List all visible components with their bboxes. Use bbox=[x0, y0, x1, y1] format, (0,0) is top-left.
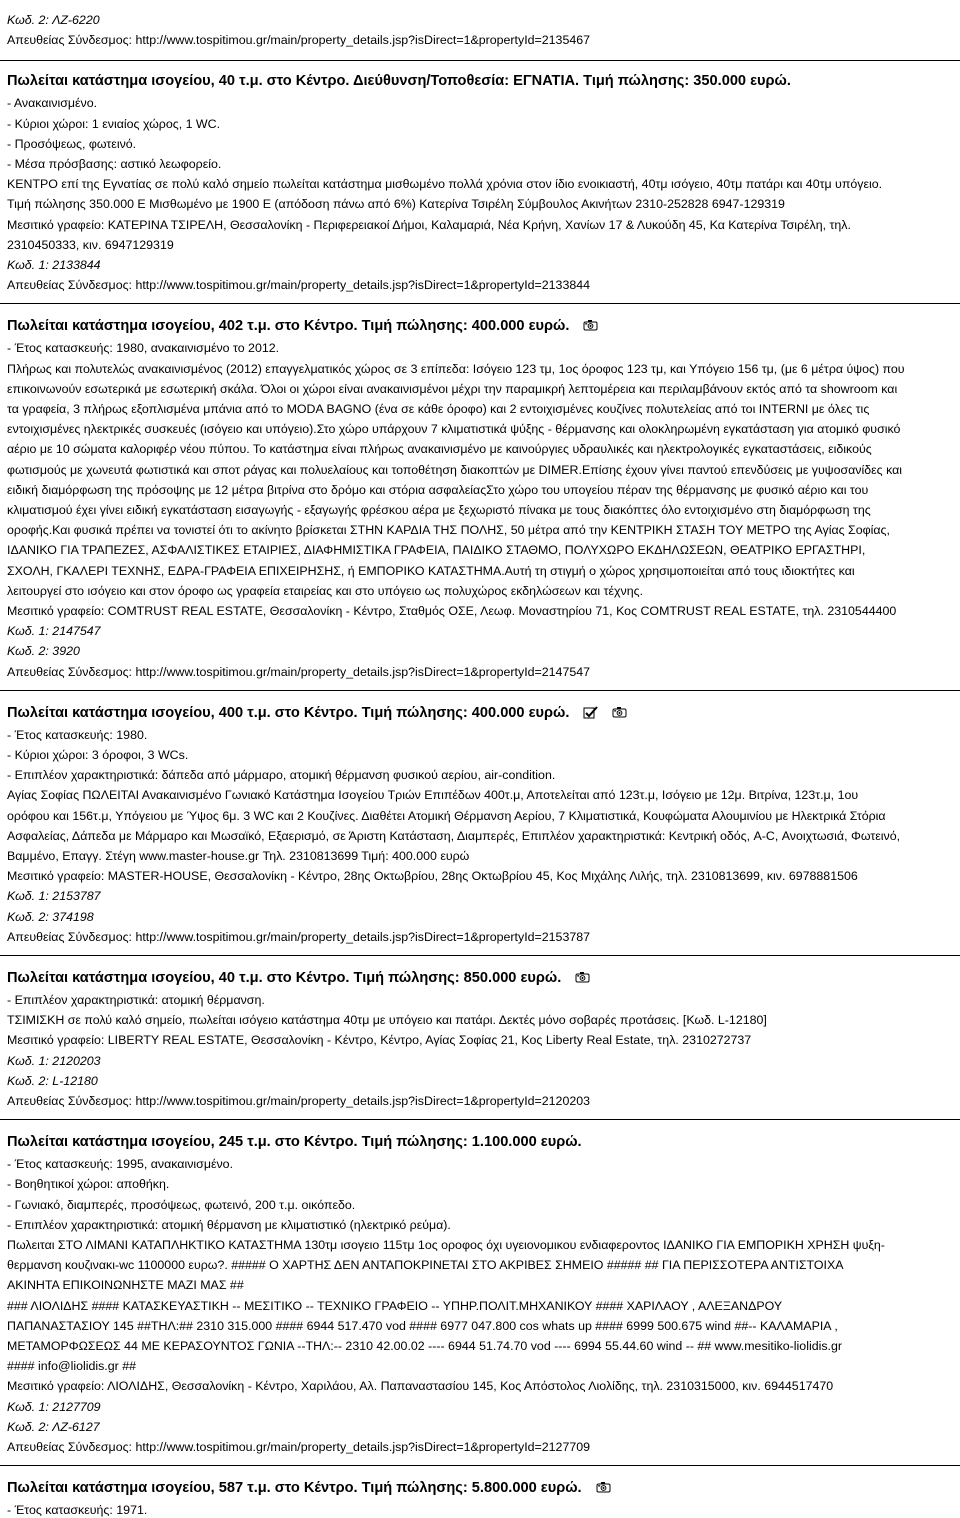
listing-text-line: ΣΧΟΛΗ, ΓΚΑΛΕΡΙ ΤΕΧΝΗΣ, ΕΔΡΑ-ΓΡΑΦΕΙΑ ΕΠΙΧΕΙΡΗΣΗΣ, ή ΕΜΠΟΡΙΚΟ ΚΑΤΑΣΤΗΜΑ.Αυτή τη στιγμή ο χώρος χρησιμοποιείται από τους ιδιοκτήτες και bbox=[7, 563, 855, 578]
listing-text-line: Αγίας Σοφίας ΠΩΛΕΙΤΑΙ Ανακαινισμένο Γωνιακό Κατάστημα Ισογείου Τριών Επιπέδων 400τ.μ, Αποτελείται από 123τ.μ, Ισόγειο με 12μ. Βιτρίνα, 123τ.μ, 1ου bbox=[7, 788, 859, 803]
listing-title[interactable]: Πωλείται κατάστημα ισογείου, 400 τ.μ. στο Κέντρο. Τιμή πώλησης: 400.000 ευρώ. bbox=[7, 704, 627, 722]
listing-text-line: ΙΔΑΝΙΚΟ ΓΙΑ ΤΡΑΠΕΖΕΣ, ΑΣΦΑΛΙΣΤΙΚΕΣ ΕΤΑΙΡΙΕΣ, ΔΙΑΦΗΜΙΣΤΙΚΑ ΓΡΑΦΕΙΑ, ΠΑΙΔΙΚΟ ΣΤΑΘΜΟ, ΠΟΛΥΧΩΡΟ ΕΚΔΗΛΩΣΕΩΝ, ΘΕΑΤΡΙΚΟ ΕΡΓΑΣΤΗΡΙ, bbox=[7, 543, 866, 558]
code-2: Κωδ. 2: ΛΖ-6220 bbox=[7, 13, 100, 27]
direct-link[interactable]: Απευθείας Σύνδεσμος: http://www.tospitimou.gr/main/property_details.jsp?isDirect=1&propertyId=2127709 bbox=[7, 1440, 591, 1454]
separator-line bbox=[0, 60, 960, 61]
direct-link[interactable]: Απευθείας Σύνδεσμος: http://www.tospitimou.gr/main/property_details.jsp?isDirect=1&propertyId=2135467 bbox=[7, 33, 591, 48]
listing-text-line: Βαμμένο, Επαγγ. Στέγη www.master-house.gr Τηλ. 2310813699 Τιμή: 400.000 ευρώ bbox=[7, 849, 470, 863]
direct-link[interactable]: Απευθείας Σύνδεσμος: http://www.tospitimou.gr/main/property_details.jsp?isDirect=1&propertyId=2153787 bbox=[7, 929, 591, 944]
camera-icon[interactable] bbox=[596, 1481, 611, 1493]
listing-text-line: εντοιχισμένες ηλεκτρικές συσκευές (ισόγειο και υπόγειο).Στο χώρο υπάρχουν 7 κλιματιστικά ψύξης - θέρμανσης και ολοκληρωμένη εγκατάσταση για ατομικό φυσικό bbox=[7, 422, 901, 437]
property-code: Κωδ. 1: 2153787 bbox=[7, 889, 101, 904]
separator-line bbox=[0, 955, 960, 956]
listing-text-line: Τιμή πώλησης 350.000 Ε Μισθωμένο με 1900 Ε (απόδοση πάνω από 6%) Κατερίνα Τσιρέλη Σύμβουλος Ακινήτων 2310-252828 6947-129319 bbox=[7, 197, 785, 212]
listing-text-line: ### ΛΙΟΛΙΔΗΣ #### ΚΑΤΑΣΚΕΥΑΣΤΙΚΗ -- ΜΕΣΙΤΙΚΟ -- ΤΕΧΝΙΚΟ ΓΡΑΦΕΙΟ -- ΥΠΗΡ.ΠΟΛΙΤ.ΜΗΧΑΝΙΚΟΥ #### ΧΑΡΙΛΑΟΥ , ΑΛΕΞΑΝΔΡΟΥ bbox=[7, 1298, 783, 1313]
property-code: Κωδ. 2: ΛΖ-6127 bbox=[7, 1419, 100, 1434]
listing-title[interactable]: Πωλείται κατάστημα ισογείου, 402 τ.μ. στο Κέντρο. Τιμή πώλησης: 400.000 ευρώ. bbox=[7, 317, 598, 335]
listing-text-line: φωτισμούς με χωνευτά φωτιστικά και σποτ ράγας και πολυελαίους και τοποθέτηση διακοπτών με DIMER.Επίσης έχουν γίνει παντού επενδύσεις με γυψοσανίδες και bbox=[7, 462, 903, 477]
listing-text-line: - Έτος κατασκευής: 1995, ανακαινισμένο. bbox=[7, 1157, 234, 1172]
separator-line bbox=[0, 303, 960, 304]
listing-text-line: - Έτος κατασκευής: 1971. bbox=[7, 1503, 148, 1518]
listing-text-line: ΤΣΙΜΙΣΚΗ σε πολύ καλό σημείο, πωλείται ισόγειο κατάστημα 40τμ με υπόγειο και πατάρι. Δεκτές μόνο σοβαρές προτάσεις. [Κωδ. L-12180] bbox=[7, 1013, 767, 1028]
listing-text-line: Μεσιτικό γραφείο: MASTER-HOUSE, Θεσσαλονίκη - Κέντρο, 28ης Οκτωβρίου, 28ης Οκτωβρίου 45, Κος Μιχάλης Λιλής, τηλ. 2310813699, κιν. 6978881506 bbox=[7, 869, 858, 884]
listing-text-line: Μεσιτικό γραφείο: ΚΑΤΕΡΙΝΑ ΤΣΙΡΕΛΗ, Θεσσαλονίκη - Περιφερειακοί Δήμοι, Καλαμαριά, Νέα Κρήνη, Χανίων 17 & Λυκούδη 45, Κα Κατερίνα Τσιρέλη, τηλ. bbox=[7, 217, 851, 232]
listing-text-line: οροφής.Και φυσικά πρέπει να τονιστεί ότι το ακίνητο βρίσκεται ΣΤΗΝ ΚΑΡΔΙΑ ΤΗΣ ΠΟΛΗΣ, 50 μέτρα από την ΚΕΝΤΡΙΚΗ ΣΤΑΣΗ ΤΟΥ ΜΕΤΡΟ της Αγίας Σοφίας, bbox=[7, 523, 890, 538]
separator-line bbox=[0, 690, 960, 691]
listing-text-line: θερμανση κουζινακι-wc 1100000 ευρω?. ##### Ο ΧΑΡΤΗΣ ΔΕΝ ΑΝΤΑΠΟΚΡΙΝΕΤΑΙ ΣΤΟ ΑΚΡΙΒΕΣ ΣΗΜΕΙΟ ##### ## ΓΙΑ ΠΕΡΙΣΣΟΤΕΡΑ ΑΝΤΙΣΤΟΙΧΑ bbox=[7, 1258, 844, 1273]
listing-title[interactable]: Πωλείται κατάστημα ισογείου, 245 τ.μ. στο Κέντρο. Τιμή πώλησης: 1.100.000 ευρώ. bbox=[7, 1134, 582, 1151]
listing-text-line: - Βοηθητικοί χώροι: αποθήκη. bbox=[7, 1177, 170, 1192]
property-code: Κωδ. 1: 2133844 bbox=[7, 258, 101, 272]
direct-link[interactable]: Απευθείας Σύνδεσμος: http://www.tospitimou.gr/main/property_details.jsp?isDirect=1&propertyId=2133844 bbox=[7, 278, 591, 293]
listing-text-line: κλιματισμού έχει γίνει ειδική εγκατάσταση εισαγωγής - εξαγωγής φρέσκου αέρα με ξεχωριστό πίνακα με τους διακόπτες όλο εντοιχισμένο στη διαμόρφωση της bbox=[7, 503, 871, 517]
separator-line bbox=[0, 1119, 960, 1120]
property-code: Κωδ. 1: 2120203 bbox=[7, 1053, 101, 1068]
listing-text-line: ειδική διαμόρφωση της πρόσοψης με 12 μέτρα βιτρίνα στο δρόμο και στόρια ασφαλείαςΣτο χώρο του υπογείου πέραν της θέρμανσης με φυσικό αέριο και του bbox=[7, 482, 869, 497]
listing-title[interactable]: Πωλείται κατάστημα ισογείου, 40 τ.μ. στο Κέντρο. Διεύθυνση/Τοποθεσία: ΕΓΝΑΤΙΑ. Τιμή πώλησης: 350.000 ευρώ. bbox=[7, 73, 791, 90]
listing-text-line: ΑΚΙΝΗΤΑ ΕΠΙΚΟΙΝΩΝΗΣΤΕ ΜΑΖΙ ΜΑΣ ## bbox=[7, 1278, 244, 1293]
property-code: Κωδ. 1: 2147547 bbox=[7, 624, 101, 639]
listing-text-line: λειτουργεί στο ισόγειο και στον όροφο ως γραφεία εταιρείας και στο υπόγειο ως πολυχώρος εκδηλώσεων και τέχνης. bbox=[7, 583, 644, 598]
listing-text-line: - Κύριοι χώροι: 3 όροφοι, 3 WCs. bbox=[7, 748, 189, 762]
listing-text-line: ΚΕΝΤΡΟ επί της Εγνατίας σε πολύ καλό σημείο πωλείται κατάστημα μισθωμένο πολλά χρόνια στον ίδιο ενοικιαστή, 40τμ ισόγειο, 40τμ πατάρι και 40τμ υπόγειο. bbox=[7, 177, 883, 192]
camera-icon[interactable] bbox=[612, 706, 627, 718]
camera-icon[interactable] bbox=[583, 319, 598, 331]
listing-text-line: - Έτος κατασκευής: 1980, ανακαινισμένο το 2012. bbox=[7, 341, 280, 356]
listing-text-line: ΜΕΤΑΜΟΡΦΩΣΕΩΣ 44 ΜΕ ΚΕΡΑΣΟΥΝΤΟΣ ΓΩΝΙΑ --ΤΗΛ:-- 2310 42.00.02 ---- 6944 51.74.70 vod ---- 6994 55.44.60 wind -- ## www.mesitiko-liolidis.gr bbox=[7, 1339, 843, 1353]
listing-text-line: - Επιπλέον χαρακτηριστικά: ατομική θέρμανση. bbox=[7, 993, 265, 1007]
listing-text-line: αέριο με 10 σώματα καλοριφέρ νέου πύπου. Το κατάστημα είναι πλήρως ανακαινισμένο με καινούργιες υδραυλικές και ηλεκτρολογικές εγκαταστάσεις, ειδικούς bbox=[7, 442, 872, 457]
direct-link[interactable]: Απευθείας Σύνδεσμος: http://www.tospitimou.gr/main/property_details.jsp?isDirect=1&propertyId=2147547 bbox=[7, 664, 591, 679]
camera-icon[interactable] bbox=[575, 971, 590, 983]
listing-text-line: - Επιπλέον χαρακτηριστικά: δάπεδα από μάρμαρο, ατομική θέρμανση φυσικού αερίου, air-condition. bbox=[7, 768, 556, 783]
property-code: Κωδ. 2: L-12180 bbox=[7, 1073, 98, 1088]
property-code: Κωδ. 2: 3920 bbox=[7, 644, 80, 659]
listing-text-line: - Έτος κατασκευής: 1980. bbox=[7, 727, 148, 742]
listing-text-line: τα γραφεία, 3 πλήρως εξοπλισμένα μπάνια από το MODA BAGNO (ένα σε κάθε όροφο) και 2 εντοιχισμένες κουζίνες πολυτελείας από τοι INTERNI με όλες τις bbox=[7, 402, 870, 416]
listing-text-line: Μεσιτικό γραφείο: COMTRUST REAL ESTATE, Θεσσαλονίκη - Κέντρο, Σταθμός ΟΣΕ, Λεωφ. Μοναστηρίου 71, Κος COMTRUST REAL ESTATE, τηλ. 2310544400 bbox=[7, 604, 897, 618]
listing-title[interactable]: Πωλείται κατάστημα ισογείου, 587 τ.μ. στο Κέντρο. Τιμή πώλησης: 5.800.000 ευρώ. bbox=[7, 1479, 611, 1497]
listing-text-line: - Γωνιακό, διαμπερές, προσόψεως, φωτεινό, 200 τ.μ. οικόπεδο. bbox=[7, 1197, 356, 1212]
listing-text-line: - Κύριοι χώροι: 1 ενιαίος χώρος, 1 WC. bbox=[7, 116, 221, 131]
listing-text-line: Ασφαλείας, Δάπεδα με Μάρμαρο και Μωσαϊκό, Εξαερισμό, σε Άριστη Κατάσταση, Διαμπερές, Επιπλέον χαρακτηριστικά: Κεντρική οδός, A-C, Ανοιχτωσιά, Φωτεινό, bbox=[7, 828, 901, 843]
listing-text-line: - Μέσα πρόσβασης: αστικό λεωφορείο. bbox=[7, 157, 222, 171]
property-code: Κωδ. 1: 2127709 bbox=[7, 1399, 101, 1414]
listing-text-line: Μεσιτικό γραφείο: LIBERTY REAL ESTATE, Θεσσαλονίκη - Κέντρο, Κέντρο, Αγίας Σοφίας 21, Κος Liberty Real Estate, τηλ. 2310272737 bbox=[7, 1033, 752, 1048]
listing-title[interactable]: Πωλείται κατάστημα ισογείου, 40 τ.μ. στο Κέντρο. Τιμή πώλησης: 850.000 ευρώ. bbox=[7, 969, 590, 987]
listing-text-line: Πλήρως και πολυτελώς ανακαινισμένος (2012) επαγγελματικός χώρος σε 3 επίπεδα: Ισόγειο 123 τμ, 1ος όροφος 123 τμ, και Υπόγειο 156 τμ, (με 6 μέτρα ύψος) που bbox=[7, 361, 905, 376]
checkbox-icon[interactable] bbox=[583, 706, 598, 718]
listing-text-line: Μεσιτικό γραφείο: ΛΙΟΛΙΔΗΣ, Θεσσαλονίκη - Κέντρο, Χαριλάου, Αλ. Παπαναστασίου 145, Κος Απόστολος Λιολίδης, τηλ. 2310315000, κιν. 6944517470 bbox=[7, 1379, 834, 1394]
separator-line bbox=[0, 1465, 960, 1466]
listing-text-line: επικοινωνούν εσωτερικά με εσωτερική σκάλα. Όλοι οι χώροι είναι ανακαινισμένοι μέχρι την παραμικρή λεπτομέρεια και περιλαμβάνουν εκτός από τα showroom και bbox=[7, 381, 898, 396]
listing-text-line: ορόφου και 156τ.μ, Υπόγειου με Ύψος 6μ. 3 WC και 2 Κουζίνες. Διαθέτει Ατομική Θέρμανση Αερίου, 7 Κλιματιστικά, Κουφώματα Αλουμινίου με Ηλεκτρικά Στόρια bbox=[7, 808, 886, 823]
listing-text-line: - Επιπλέον χαρακτηριστικά: ατομική θέρμανση με κλιματιστικό (ηλεκτρικό ρεύμα). bbox=[7, 1217, 451, 1232]
listing-text-line: - Προσόψεως, φωτεινό. bbox=[7, 136, 137, 151]
listing-text-line: - Ανακαινισμένο. bbox=[7, 96, 98, 111]
direct-link[interactable]: Απευθείας Σύνδεσμος: http://www.tospitimou.gr/main/property_details.jsp?isDirect=1&propertyId=2120203 bbox=[7, 1094, 591, 1108]
listing-text-line: ΠΑΠΑΝΑΣΤΑΣΙΟΥ 145 ##ΤΗΛ:## 2310 315.000 #### 6944 517.470 vod #### 6977 047.800 cos whats up #### 6999 500.675 wind ##-- ΚΑΛΑΜΑΡΙΑ , bbox=[7, 1318, 838, 1333]
listing-text-line: Πωλειται ΣΤΟ ΛΙΜΑΝΙ ΚΑΤΑΠΛΗΚΤΙΚΟ ΚΑΤΑΣΤΗΜΑ 130τμ ισογειο 115τμ 1ος οροφος όχι υγειονομικου ενδιαφεροντος ΙΔΑΝΙΚΟ ΓΙΑ ΕΜΠΟΡΙΚΗ ΧΡΗΣΗ ψυξη- bbox=[7, 1238, 885, 1252]
property-code: Κωδ. 2: 374198 bbox=[7, 909, 94, 924]
listing-text-line: 2310450333, κιν. 6947129319 bbox=[7, 237, 174, 252]
listing-text-line: #### info@liolidis.gr ## bbox=[7, 1359, 136, 1374]
